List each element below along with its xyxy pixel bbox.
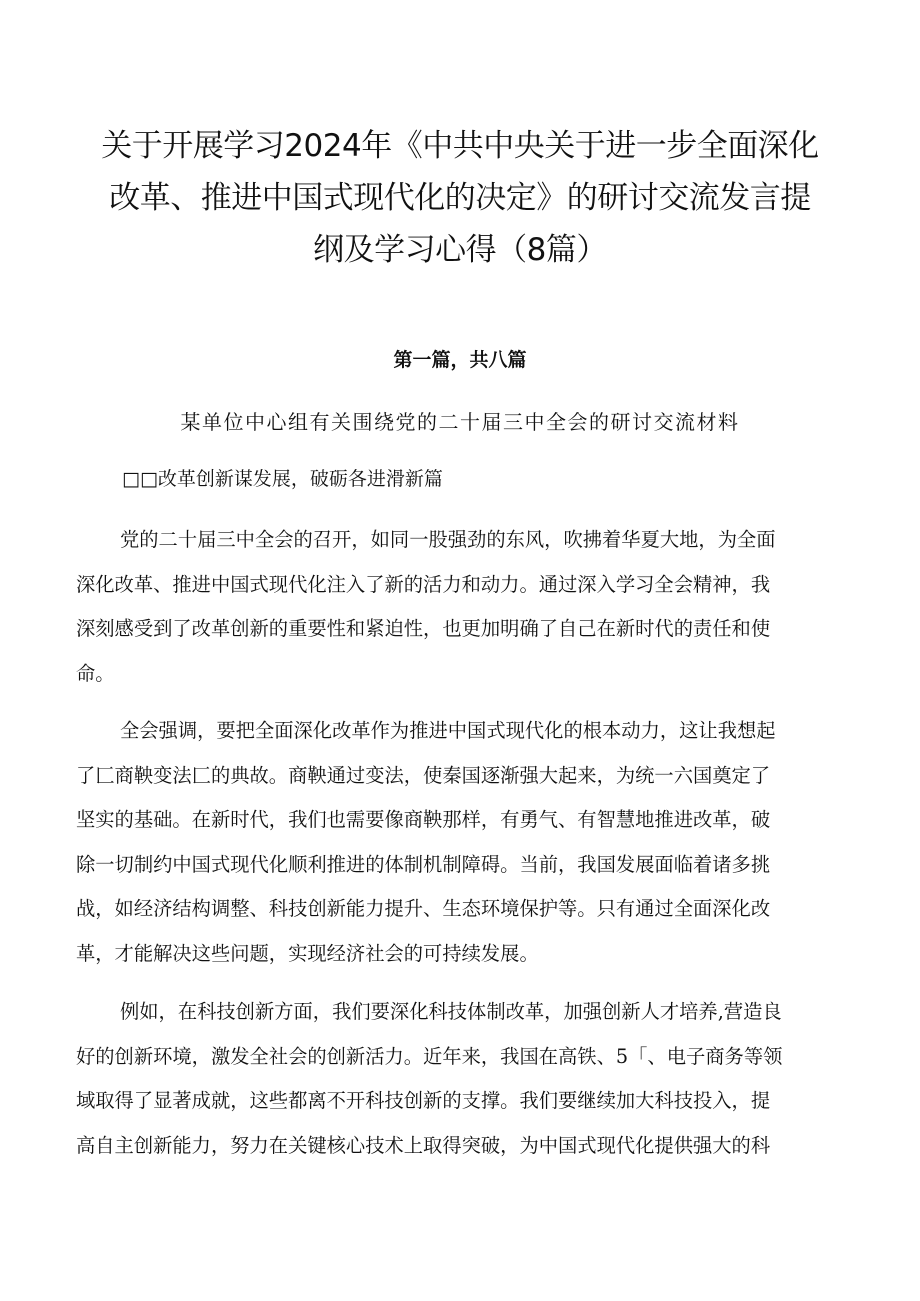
title-line: 关于开展学习2024年《中共中央关于进一步全面深化 bbox=[101, 128, 819, 164]
paragraph bbox=[76, 990, 856, 1168]
paragraph-line: 深刻感受到了改革创新的重要性和紧迫性，也更加明确了自己在新时代的责任和使 bbox=[76, 617, 771, 641]
paragraph-line: 战，如经济结构调整、科技创新能力提升、生态环境保护等。只有通过全面深化改 bbox=[76, 897, 771, 921]
paragraph-line: 深化改革、推进中国式现代化注入了新的活力和动力。通过深入学习全会精神，我 bbox=[76, 572, 771, 596]
paragraph-line: 例如，在科技创新方面，我们要深化科技体制改革，加强创新人才培养,营造良 bbox=[120, 1000, 782, 1023]
document-title bbox=[90, 120, 830, 276]
paragraph-line: 坚实的基础。在新时代，我们也需要像商鞅那样，有勇气、有智慧地推进改革，破 bbox=[76, 808, 771, 832]
paragraph-line: 革，才能解决这些问题，实现经济社会的可持续发展。 bbox=[76, 941, 539, 965]
title-line: 改革、推进中国式现代化的决定》的研讨交流发言提 bbox=[109, 180, 811, 216]
paragraph-line: 域取得了显著成就，这些都离不开科技创新的支撑。我们要继续加大科技投入，提 bbox=[76, 1089, 771, 1113]
paragraph-line: 除一切制约中国式现代化顺利推进的体制机制障碍。当前，我国发展面临着诸多挑 bbox=[76, 852, 771, 876]
lead-heading: □□改革创新谋发展，破砺各进滑新篇 bbox=[122, 468, 443, 490]
title-line: 纲及学习心得（8篇） bbox=[313, 232, 607, 268]
paragraph bbox=[76, 518, 856, 696]
paragraph-line: 高自主创新能力，努力在关键核心技术上取得突破，为中国式现代化提供强大的科 bbox=[76, 1133, 771, 1157]
chapter-heading: 第一篇，共八篇 bbox=[393, 349, 527, 371]
paragraph-line: 全会强调，要把全面深化改革作为推进中国式现代化的根本动力，这让我想起 bbox=[120, 719, 776, 742]
paragraph bbox=[76, 709, 856, 977]
paragraph-line: 好的创新环境，激发全社会的创新活力。近年来，我国在高铁、5「、电子商务等领 bbox=[76, 1044, 783, 1068]
paragraph-line: 命。 bbox=[76, 661, 115, 685]
paragraph-line: 了匚商鞅变法匚的典故。商鞅通过变法，使秦国逐渐强大起来，为统一六国奠定了 bbox=[76, 763, 771, 787]
section-subtitle: 某单位中心组有关围绕党的二十届三中全会的研讨交流材料 bbox=[180, 410, 740, 434]
paragraph-line: 党的二十届三中全会的召开，如同一股强劲的东风，吹拂着华夏大地，为全面 bbox=[120, 528, 776, 551]
